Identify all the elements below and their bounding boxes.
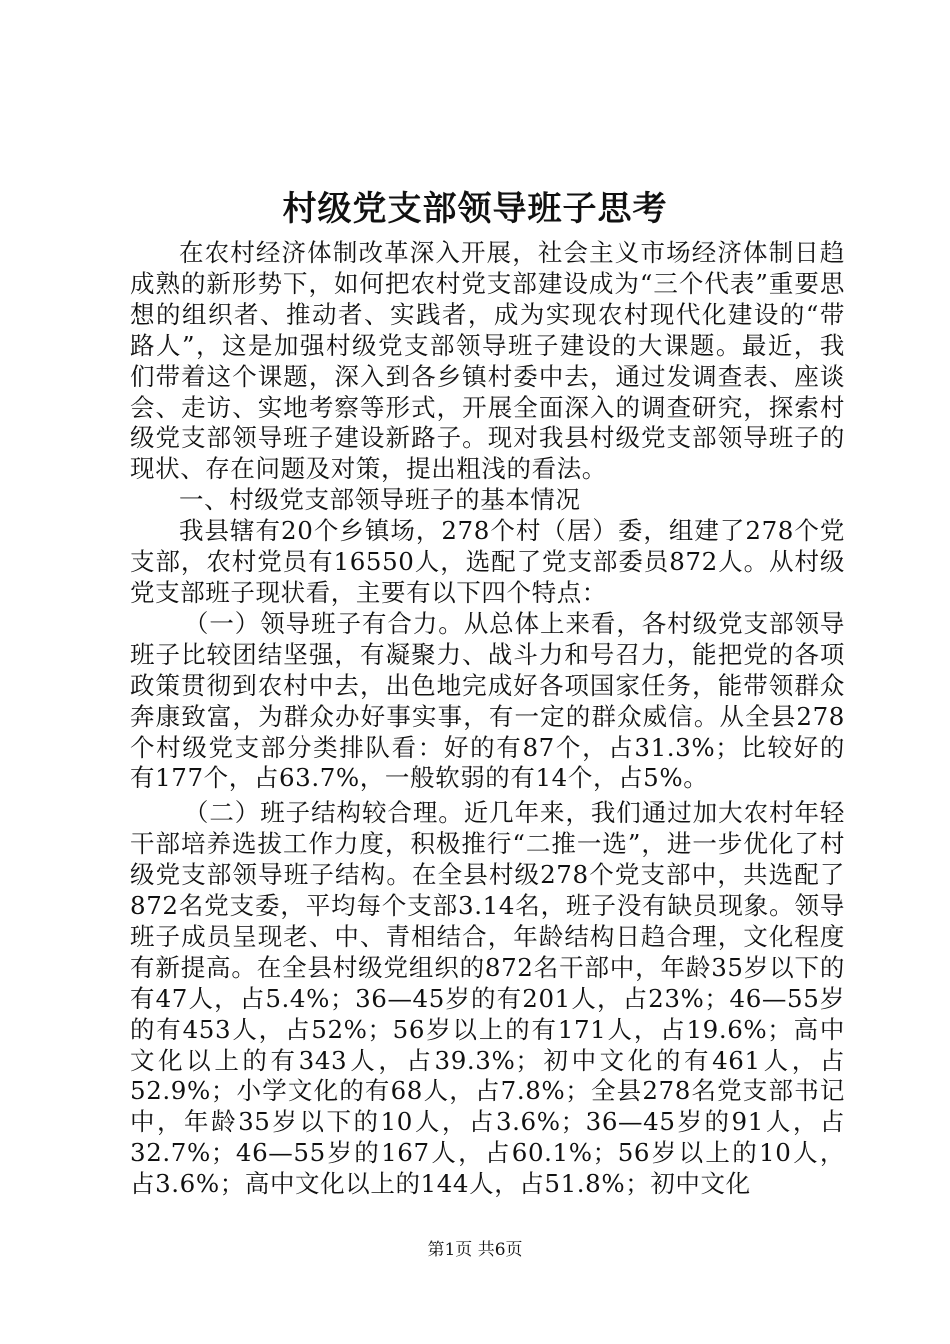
overview-paragraph: 我县辖有20个乡镇场，278个村（居）委，组建了278个党支部，农村党员有16550人，选配了党支部委员872人。从村级党支部班子现状看，主要有以下四个特点：: [130, 516, 845, 607]
page-footer: 第1页 共6页: [427, 1240, 523, 1260]
document-body: [130, 238, 845, 1200]
point-one-paragraph: （一）领导班子有合力。从总体上来看，各村级党支部领导班子比较团结坚强，有凝聚力、战斗力和号召力，能把党的各项政策贯彻到农村中去，出色地完成好各项国家任务，能带领群众奔康致富，为群众办好事实事，有一定的群众威信。从全县278个村级党支部分类排队看：好的有87个，占31.3%；比较好的有177个，占63.7%，一般软弱的有14个，占5%。: [130, 608, 845, 793]
document-title: 村级党支部领导班子思考: [282, 189, 668, 229]
section-heading: 一、村级党支部领导班子的基本情况: [179, 485, 581, 515]
intro-paragraph: 在农村经济体制改革深入开展，社会主义市场经济体制日趋成熟的新形势下，如何把农村党支部建设成为“三个代表”重要思想的组织者、推动者、实践者，成为实现农村现代化建设的“带路人”，这是加强村级党支部领导班子建设的大课题。最近，我们带着这个课题，深入到各乡镇村委中去，通过发调查表、座谈会、走访、实地考察等形式，开展全面深入的调查研究，探索村级党支部领导班子建设新路子。现对我县村级党支部领导班子的现状、存在问题及对策，提出粗浅的看法。: [130, 238, 845, 484]
point-two-paragraph: （二）班子结构较合理。近几年来，我们通过加大农村年轻干部培养选拔工作力度，积极推行“二推一选”，进一步优化了村级党支部领导班子结构。在全县村级278个党支部中，共选配了872名党支委，平均每个支部3.14名，班子没有缺员现象。领导班子成员呈现老、中、青相结合，年龄结构日趋合理，文化程度有新提高。在全县村级党组织的872名干部中，年龄35岁以下的有47人，占5.4%；36—45岁的有201人，占23%；46—55岁的有453人，占52%；56岁以上的有171人，占19.6%；高中文化以上的有343人，占39.3%；初中文化的有461人，占52.9%；小学文化的有68人，占7.8%；全县278名党支部书记中，年龄35岁以下的10人，占3.6%；36—45岁的91人，占32.7%；46—55岁的167人，占60.1%；56岁以上的10人，占3.6%；高中文化以上的144人，占51.8%；初中文化: [130, 798, 845, 1199]
